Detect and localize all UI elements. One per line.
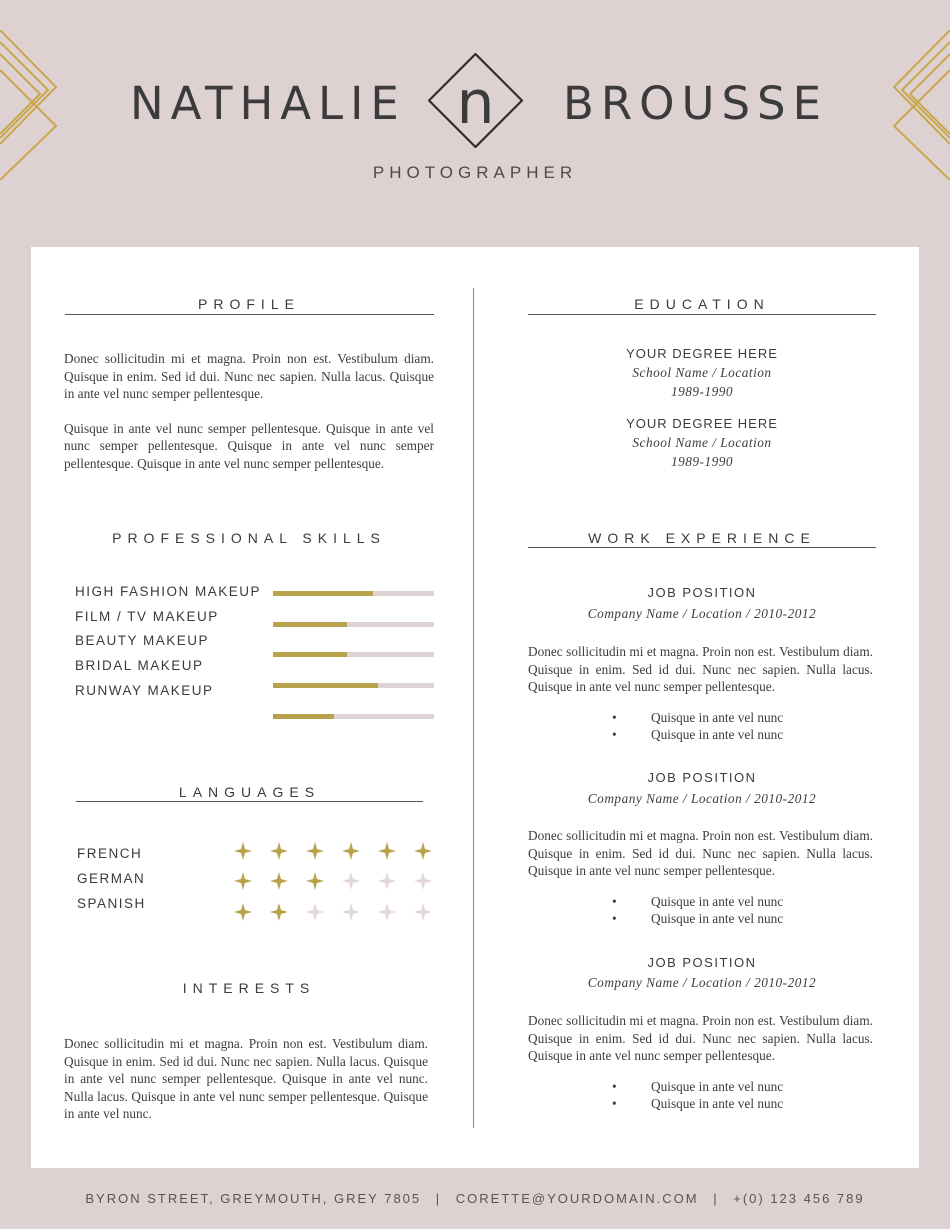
skill-label: BEAUTY MAKEUP xyxy=(75,633,210,648)
language-label: SPANISH xyxy=(77,896,146,911)
skill-label: RUNWAY MAKEUP xyxy=(75,683,214,698)
job-description: Donec sollicitudin mi et magna. Proin non est. Vestibulum diam. Quisque in enim. Sed id dui. Nunc nec sapien. Nulla lacus. Quisque in ante vel nunc semper pellentesque. xyxy=(528,1013,873,1063)
job-position: JOB POSITION xyxy=(647,770,757,785)
skill-bar xyxy=(273,652,434,657)
job-bullet: • Quisque in ante vel nunc xyxy=(612,710,784,725)
interests-heading: INTERESTS xyxy=(182,980,316,996)
school: School Name / Location xyxy=(632,365,772,380)
job-bullet: • Quisque in ante vel nunc xyxy=(612,727,784,742)
footer-phone[interactable]: +(0) 123 456 789 xyxy=(733,1191,865,1206)
skill-label: FILM / TV MAKEUP xyxy=(75,609,219,624)
skill-bar-fill xyxy=(273,591,373,596)
profile-heading: PROFILE xyxy=(198,296,300,312)
footer-email[interactable]: CORETTE@YOURDOMAIN.COM xyxy=(455,1191,699,1206)
monogram-letter: n xyxy=(456,68,495,138)
job-bullet-text: Quisque in ante vel nunc xyxy=(651,894,784,909)
star-filled-icon xyxy=(306,842,324,860)
star-empty-icon xyxy=(342,872,360,890)
job-bullet-text: Quisque in ante vel nunc xyxy=(651,1079,784,1094)
degree: YOUR DEGREE HERE xyxy=(626,416,778,431)
job-company: Company Name / Location / 2010-2012 xyxy=(587,975,817,990)
job-bullet-text: Quisque in ante vel nunc xyxy=(651,1096,784,1111)
skill-bar-fill xyxy=(273,714,334,719)
profile-paragraph: Donec sollicitudin mi et magna. Proin non est. Vestibulum diam. Quisque in enim. Sed id dui. Nunc nec sapien. Nulla lacus. Quisque in ante vel nunc semper pellentesque. xyxy=(64,351,434,401)
education-entry xyxy=(528,415,876,471)
profile-text xyxy=(64,350,434,487)
footer-separator: | xyxy=(713,1191,719,1206)
star-filled-icon xyxy=(342,842,360,860)
job-position: JOB POSITION xyxy=(647,955,757,970)
job-position: JOB POSITION xyxy=(647,585,757,600)
star-empty-icon xyxy=(378,903,396,921)
star-filled-icon xyxy=(234,842,252,860)
contact-footer xyxy=(0,1191,950,1206)
first-name: NATHALIE xyxy=(130,77,406,130)
job-company: Company Name / Location / 2010-2012 xyxy=(587,791,817,806)
work-rule xyxy=(528,547,876,548)
profile-paragraph: Quisque in ante vel nunc semper pellentesque. Quisque in ante vel nunc semper pellentesque. Quisque in ante vel nunc semper pellentesque. Quisque in ante vel nunc semper pellentesque. xyxy=(64,420,434,471)
job-bullet: • Quisque in ante vel nunc xyxy=(612,911,784,926)
star-empty-icon xyxy=(342,903,360,921)
skill-bar-fill xyxy=(273,652,347,657)
years: 1989-1990 xyxy=(670,384,734,399)
language-label: GERMAN xyxy=(77,871,146,886)
years: 1989-1990 xyxy=(670,454,734,469)
skills-heading: PROFESSIONAL SKILLS xyxy=(112,530,386,546)
star-empty-icon xyxy=(414,872,432,890)
star-empty-icon xyxy=(306,903,324,921)
job-company: Company Name / Location / 2010-2012 xyxy=(587,606,817,621)
skill-bar xyxy=(273,622,434,627)
skill-bar xyxy=(273,591,434,596)
star-filled-icon xyxy=(234,872,252,890)
job-description: Donec sollicitudin mi et magna. Proin non est. Vestibulum diam. Quisque in enim. Sed id dui. Nunc nec sapien. Nulla lacus. Quisque in ante vel nunc semper pellentesque. xyxy=(528,644,873,694)
star-empty-icon xyxy=(378,872,396,890)
footer-separator: | xyxy=(435,1191,442,1206)
corner-decoration-left xyxy=(0,30,60,180)
job-bullet: • Quisque in ante vel nunc xyxy=(612,1079,784,1094)
job-bullet-text: Quisque in ante vel nunc xyxy=(651,727,784,742)
job-bullet-text: Quisque in ante vel nunc xyxy=(651,710,784,725)
skill-label: BRIDAL MAKEUP xyxy=(75,658,204,673)
monogram-logo xyxy=(428,53,523,148)
job-bullet-text: Quisque in ante vel nunc xyxy=(651,911,784,926)
column-divider xyxy=(473,288,474,1128)
languages-heading: LANGUAGES xyxy=(178,784,321,800)
skill-bar xyxy=(273,683,434,688)
corner-decoration-right xyxy=(890,30,950,180)
skill-bar xyxy=(273,714,434,719)
star-filled-icon xyxy=(270,903,288,921)
star-filled-icon xyxy=(414,842,432,860)
star-filled-icon xyxy=(234,903,252,921)
skill-bar-fill xyxy=(273,683,378,688)
skill-label: HIGH FASHION MAKEUP xyxy=(75,584,262,599)
star-filled-icon xyxy=(306,872,324,890)
education-heading: EDUCATION xyxy=(634,296,770,312)
language-label: FRENCH xyxy=(77,846,143,861)
star-filled-icon xyxy=(270,872,288,890)
job-title-subtitle: PHOTOGRAPHER xyxy=(372,163,578,182)
languages-rule xyxy=(76,801,423,802)
last-name: BROUSSE xyxy=(563,77,829,130)
job-bullet: • Quisque in ante vel nunc xyxy=(612,894,784,909)
footer-address: BYRON STREET, GREYMOUTH, GREY 7805 xyxy=(85,1191,422,1206)
interests-text: Donec sollicitudin mi et magna. Proin non est. Vestibulum diam. Quisque in enim. Sed id dui. Nunc nec sapien. Nulla lacus. Quisque in ante vel nunc semper pellentesque. Quisque in ante vel nunc. Nulla lacus. Quisque in ante vel nunc semper pellentesque. Quisque in ante vel nunc. xyxy=(64,1036,428,1121)
job-bullet: • Quisque in ante vel nunc xyxy=(612,1096,784,1111)
skill-bar-fill xyxy=(273,622,347,627)
degree: YOUR DEGREE HERE xyxy=(626,346,778,361)
work-heading: WORK EXPERIENCE xyxy=(588,530,816,546)
star-filled-icon xyxy=(270,842,288,860)
job-description: Donec sollicitudin mi et magna. Proin non est. Vestibulum diam. Quisque in enim. Sed id dui. Nunc nec sapien. Nulla lacus. Quisque in ante vel nunc semper pellentesque. xyxy=(528,828,873,878)
star-empty-icon xyxy=(414,903,432,921)
school: School Name / Location xyxy=(632,435,772,450)
education-entry xyxy=(528,345,876,401)
education-rule xyxy=(528,314,876,315)
profile-rule xyxy=(65,314,434,315)
star-filled-icon xyxy=(378,842,396,860)
